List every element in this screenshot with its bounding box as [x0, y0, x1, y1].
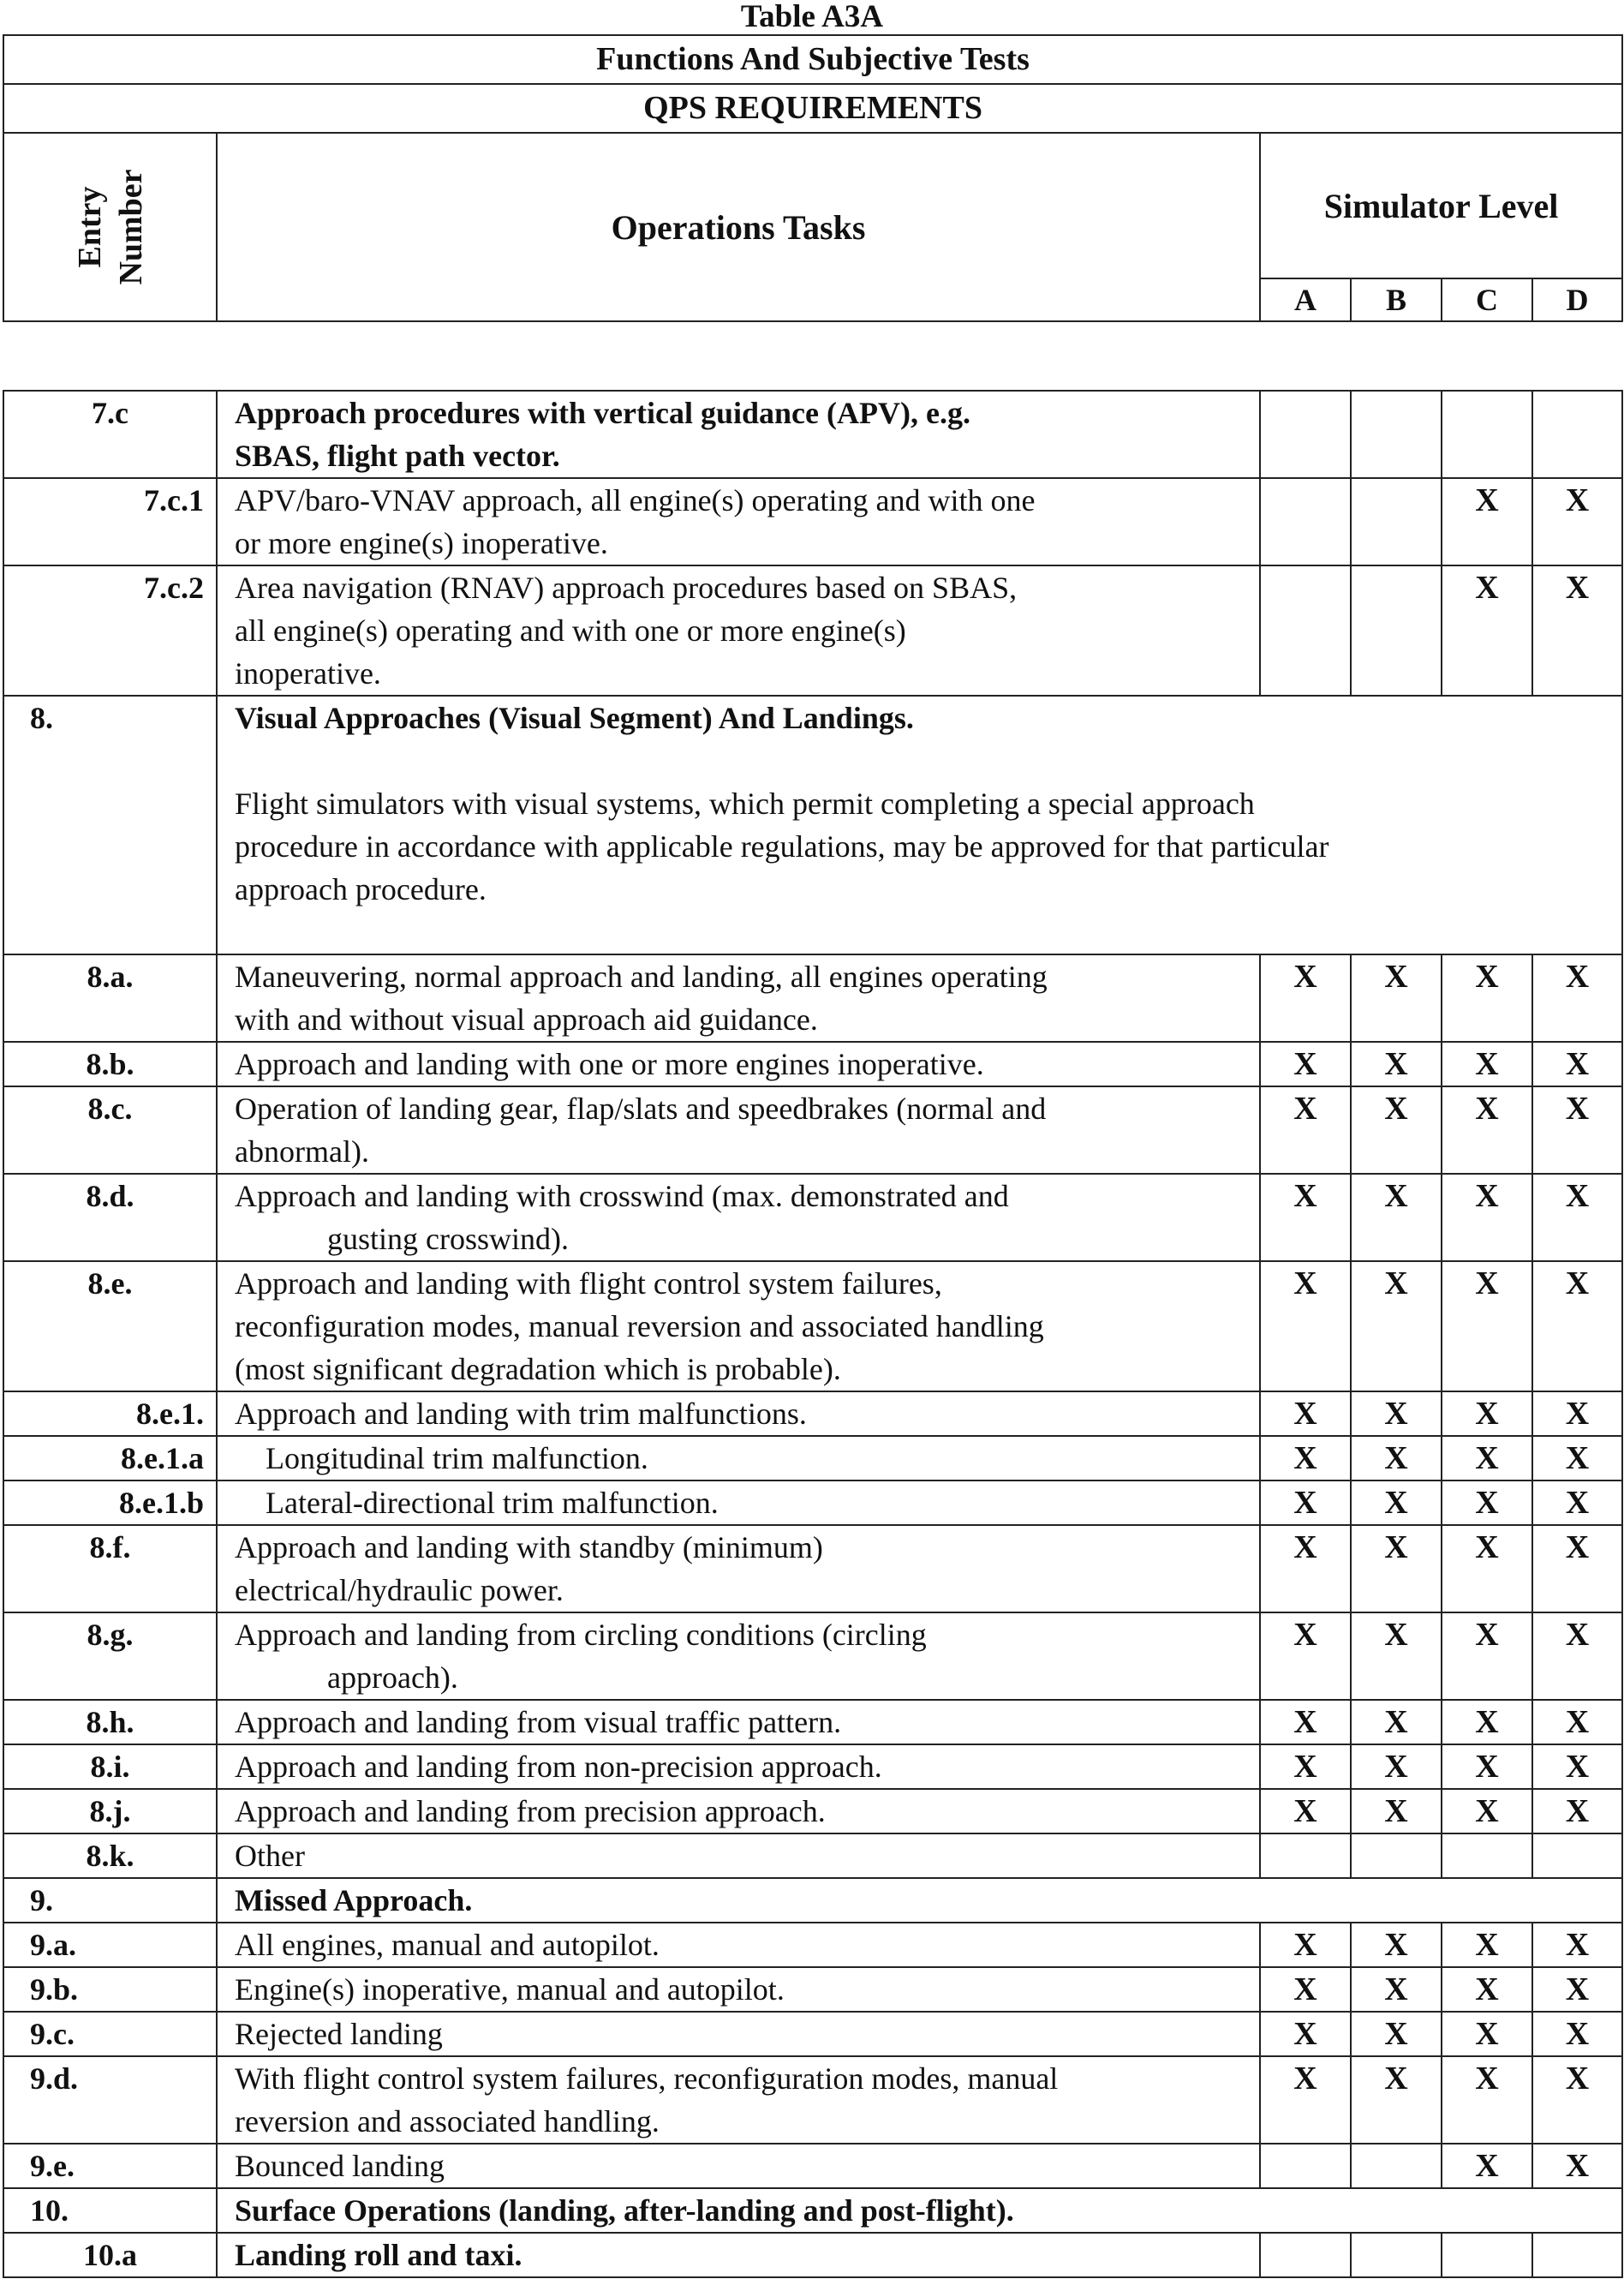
- level-b-mark: X: [1351, 1042, 1442, 1086]
- entry-number: 9.: [3, 1878, 217, 1923]
- level-b-mark: X: [1351, 1261, 1442, 1391]
- level-b-mark: [1351, 478, 1442, 565]
- operations-task: All engines, manual and autopilot.: [217, 1923, 1260, 1967]
- level-b-mark: X: [1351, 1967, 1442, 2012]
- operations-task: Approach and landing from circling conditions (circling approach).: [217, 1612, 1260, 1700]
- level-d-mark: X: [1532, 1436, 1622, 1480]
- operations-task: Bounced landing: [217, 2144, 1260, 2188]
- level-a-mark: [1260, 478, 1351, 565]
- level-a-mark: [1260, 565, 1351, 696]
- level-c-mark: X: [1442, 1525, 1532, 1612]
- level-c-mark: X: [1442, 1391, 1532, 1436]
- level-b-mark: X: [1351, 1174, 1442, 1261]
- level-b-mark: X: [1351, 1436, 1442, 1480]
- table-header: [3, 34, 1623, 322]
- table-row: [3, 2144, 1622, 2188]
- level-c-mark: X: [1442, 1174, 1532, 1261]
- operations-tasks-header: Operations Tasks: [217, 133, 1260, 321]
- level-c-mark: X: [1442, 1480, 1532, 1525]
- level-b-header: B: [1351, 278, 1442, 321]
- qps-requirements-heading: QPS REQUIREMENTS: [3, 84, 1622, 133]
- level-a-mark: [1260, 2144, 1351, 2188]
- level-c-mark: [1442, 2233, 1532, 2277]
- level-d-mark: [1532, 391, 1622, 478]
- table-row: [3, 1525, 1622, 1612]
- entry-number: 8.h.: [3, 1700, 217, 1744]
- level-c-header: C: [1442, 278, 1532, 321]
- level-b-mark: [1351, 2144, 1442, 2188]
- table-row: [3, 1042, 1622, 1086]
- level-b-mark: X: [1351, 1391, 1442, 1436]
- level-b-mark: [1351, 1833, 1442, 1878]
- operations-task: Approach and landing from precision approach.: [217, 1789, 1260, 1833]
- level-a-mark: X: [1260, 1612, 1351, 1700]
- level-c-mark: X: [1442, 2144, 1532, 2188]
- entry-number-header: [3, 133, 217, 321]
- operations-task: Engine(s) inoperative, manual and autopilot.: [217, 1967, 1260, 2012]
- table-row: [3, 1923, 1622, 1967]
- entry-number: 8.e.1.a: [3, 1436, 217, 1480]
- entry-number: 8.f.: [3, 1525, 217, 1612]
- level-c-mark: X: [1442, 1744, 1532, 1789]
- level-c-mark: X: [1442, 1700, 1532, 1744]
- level-d-mark: X: [1532, 1612, 1622, 1700]
- entry-number: 9.c.: [3, 2012, 217, 2056]
- level-d-mark: X: [1532, 2144, 1622, 2188]
- entry-number: 10.a: [3, 2233, 217, 2277]
- operations-task: Approach and landing with crosswind (max. demonstrated and gusting crosswind).: [217, 1174, 1260, 1261]
- entry-number: 7.c.1: [3, 478, 217, 565]
- level-a-mark: X: [1260, 2056, 1351, 2144]
- operations-task: APV/baro-VNAV approach, all engine(s) operating and with one or more engine(s) inoperative.: [217, 478, 1260, 565]
- entry-number: 7.c.2: [3, 565, 217, 696]
- level-c-mark: [1442, 1833, 1532, 1878]
- table-row: [3, 478, 1622, 565]
- level-a-mark: X: [1260, 1261, 1351, 1391]
- level-b-mark: X: [1351, 1480, 1442, 1525]
- entry-number: 9.a.: [3, 1923, 217, 1967]
- level-c-mark: X: [1442, 2012, 1532, 2056]
- operations-task: Maneuvering, normal approach and landing, all engines operating with and without visual approach aid guidance.: [217, 954, 1260, 1042]
- table-row: [3, 1391, 1622, 1436]
- level-c-mark: X: [1442, 1923, 1532, 1967]
- entry-number: 8.b.: [3, 1042, 217, 1086]
- entry-number: 8.d.: [3, 1174, 217, 1261]
- table-row: [3, 1744, 1622, 1789]
- level-b-mark: X: [1351, 954, 1442, 1042]
- entry-number: 10.: [3, 2188, 217, 2233]
- level-a-mark: X: [1260, 1789, 1351, 1833]
- table-row: [3, 1261, 1622, 1391]
- section-heading: Visual Approaches (Visual Segment) And Landings.: [235, 701, 914, 735]
- level-a-mark: X: [1260, 1391, 1351, 1436]
- level-d-mark: X: [1532, 1923, 1622, 1967]
- level-d-mark: X: [1532, 2012, 1622, 2056]
- entry-number: 8.i.: [3, 1744, 217, 1789]
- operations-task: Lateral-directional trim malfunction.: [217, 1480, 1260, 1525]
- level-b-mark: X: [1351, 1612, 1442, 1700]
- operations-task: Approach and landing with one or more engines inoperative.: [217, 1042, 1260, 1086]
- table-row: [3, 954, 1622, 1042]
- level-d-mark: [1532, 2233, 1622, 2277]
- level-b-mark: X: [1351, 1744, 1442, 1789]
- level-a-mark: X: [1260, 1700, 1351, 1744]
- level-c-mark: [1442, 391, 1532, 478]
- level-a-mark: [1260, 1833, 1351, 1878]
- table-row: [3, 696, 1622, 954]
- operations-task: Longitudinal trim malfunction.: [217, 1436, 1260, 1480]
- section-heading: Surface Operations (landing, after-landing and post-flight).: [217, 2188, 1622, 2233]
- operations-task: Approach procedures with vertical guidance (APV), e.g. SBAS, flight path vector.: [217, 391, 1260, 478]
- table-title: Table A3A: [740, 0, 884, 34]
- operations-task: Rejected landing: [217, 2012, 1260, 2056]
- level-c-mark: X: [1442, 1789, 1532, 1833]
- entry-number: 8.c.: [3, 1086, 217, 1174]
- table-row: [3, 1967, 1622, 2012]
- table-row: [3, 1833, 1622, 1878]
- entry-number: 8.e.: [3, 1261, 217, 1391]
- level-d-mark: X: [1532, 1261, 1622, 1391]
- operations-task: Approach and landing with standby (minimum) electrical/hydraulic power.: [217, 1525, 1260, 1612]
- level-d-mark: [1532, 1833, 1622, 1878]
- operations-task: With flight control system failures, reconfiguration modes, manual reversion and associated handling.: [217, 2056, 1260, 2144]
- entry-number: 8.j.: [3, 1789, 217, 1833]
- simulator-level-header: Simulator Level: [1260, 133, 1622, 278]
- table-row: [3, 1789, 1622, 1833]
- level-c-mark: X: [1442, 1086, 1532, 1174]
- level-a-mark: [1260, 391, 1351, 478]
- level-b-mark: X: [1351, 1923, 1442, 1967]
- operations-task: Approach and landing with trim malfunctions.: [217, 1391, 1260, 1436]
- section-heading: Missed Approach.: [217, 1878, 1622, 1923]
- level-d-mark: X: [1532, 565, 1622, 696]
- level-c-mark: X: [1442, 1042, 1532, 1086]
- entry-number: 8.a.: [3, 954, 217, 1042]
- level-d-mark: X: [1532, 1174, 1622, 1261]
- table-row: [3, 1436, 1622, 1480]
- table-row: [3, 1480, 1622, 1525]
- level-b-mark: X: [1351, 2056, 1442, 2144]
- table-row: [3, 565, 1622, 696]
- level-a-mark: X: [1260, 1436, 1351, 1480]
- level-a-mark: X: [1260, 1967, 1351, 2012]
- table-subtitle: Functions And Subjective Tests: [3, 35, 1622, 84]
- level-d-mark: X: [1532, 1042, 1622, 1086]
- level-c-mark: X: [1442, 2056, 1532, 2144]
- level-d-mark: X: [1532, 1525, 1622, 1612]
- level-a-mark: X: [1260, 1086, 1351, 1174]
- level-a-mark: X: [1260, 1042, 1351, 1086]
- level-a-mark: X: [1260, 1174, 1351, 1261]
- level-a-mark: X: [1260, 1480, 1351, 1525]
- table-row: [3, 1086, 1622, 1174]
- level-b-mark: [1351, 2233, 1442, 2277]
- table-row: [3, 1700, 1622, 1744]
- level-d-mark: X: [1532, 1700, 1622, 1744]
- operations-task: Approach and landing from visual traffic pattern.: [217, 1700, 1260, 1744]
- level-d-mark: X: [1532, 1744, 1622, 1789]
- level-b-mark: [1351, 565, 1442, 696]
- table-row: [3, 2056, 1622, 2144]
- entry-number: 7.c: [3, 391, 217, 478]
- level-d-mark: X: [1532, 1967, 1622, 2012]
- entry-number: 8.e.1.: [3, 1391, 217, 1436]
- entry-number: 8.g.: [3, 1612, 217, 1700]
- entry-number-label: Entry Number: [71, 169, 149, 285]
- entry-number: 8.k.: [3, 1833, 217, 1878]
- table-row: [3, 1174, 1622, 1261]
- level-d-mark: X: [1532, 1789, 1622, 1833]
- table-row: [3, 391, 1622, 478]
- level-d-mark: X: [1532, 2056, 1622, 2144]
- table-row: [3, 1878, 1622, 1923]
- level-c-mark: X: [1442, 565, 1532, 696]
- level-c-mark: X: [1442, 1967, 1532, 2012]
- table-row: [3, 2188, 1622, 2233]
- level-c-mark: X: [1442, 954, 1532, 1042]
- operations-task: Other: [217, 1833, 1260, 1878]
- level-b-mark: [1351, 391, 1442, 478]
- level-d-mark: X: [1532, 954, 1622, 1042]
- level-a-mark: [1260, 2233, 1351, 2277]
- level-b-mark: X: [1351, 1700, 1442, 1744]
- entry-number: 9.e.: [3, 2144, 217, 2188]
- operations-task: Landing roll and taxi.: [217, 2233, 1260, 2277]
- operations-task: Area navigation (RNAV) approach procedures based on SBAS, all engine(s) operating and with one or more engine(s) inoperative.: [217, 565, 1260, 696]
- level-c-mark: X: [1442, 1261, 1532, 1391]
- entry-number: 8.: [3, 696, 217, 954]
- operations-task: Operation of landing gear, flap/slats and speedbrakes (normal and abnormal).: [217, 1086, 1260, 1174]
- level-d-mark: X: [1532, 1480, 1622, 1525]
- entry-number: 9.b.: [3, 1967, 217, 2012]
- level-b-mark: X: [1351, 1086, 1442, 1174]
- table-row: [3, 2233, 1622, 2277]
- level-b-mark: X: [1351, 1789, 1442, 1833]
- section-note: Flight simulators with visual systems, which permit completing a special approach procedure in accordance with applicable regulations, may be approved for that particular approach procedure.: [235, 787, 1329, 906]
- level-d-mark: X: [1532, 1086, 1622, 1174]
- table-row: [3, 1612, 1622, 1700]
- level-a-mark: X: [1260, 1923, 1351, 1967]
- level-a-header: A: [1260, 278, 1351, 321]
- level-a-mark: X: [1260, 2012, 1351, 2056]
- level-b-mark: X: [1351, 1525, 1442, 1612]
- level-a-mark: X: [1260, 954, 1351, 1042]
- requirements-table: [3, 390, 1623, 2278]
- level-c-mark: X: [1442, 478, 1532, 565]
- operations-task: Approach and landing from non-precision approach.: [217, 1744, 1260, 1789]
- level-a-mark: X: [1260, 1744, 1351, 1789]
- level-d-header: D: [1532, 278, 1622, 321]
- level-a-mark: X: [1260, 1525, 1351, 1612]
- level-d-mark: X: [1532, 478, 1622, 565]
- level-b-mark: X: [1351, 2012, 1442, 2056]
- entry-number: 8.e.1.b: [3, 1480, 217, 1525]
- level-c-mark: X: [1442, 1612, 1532, 1700]
- level-d-mark: X: [1532, 1391, 1622, 1436]
- entry-number: 9.d.: [3, 2056, 217, 2144]
- operations-task: Approach and landing with flight control system failures, reconfiguration modes, manual reversion and associated handling (most significant degradation which is probable).: [217, 1261, 1260, 1391]
- operations-task: [217, 696, 1622, 954]
- table-row: [3, 2012, 1622, 2056]
- level-c-mark: X: [1442, 1436, 1532, 1480]
